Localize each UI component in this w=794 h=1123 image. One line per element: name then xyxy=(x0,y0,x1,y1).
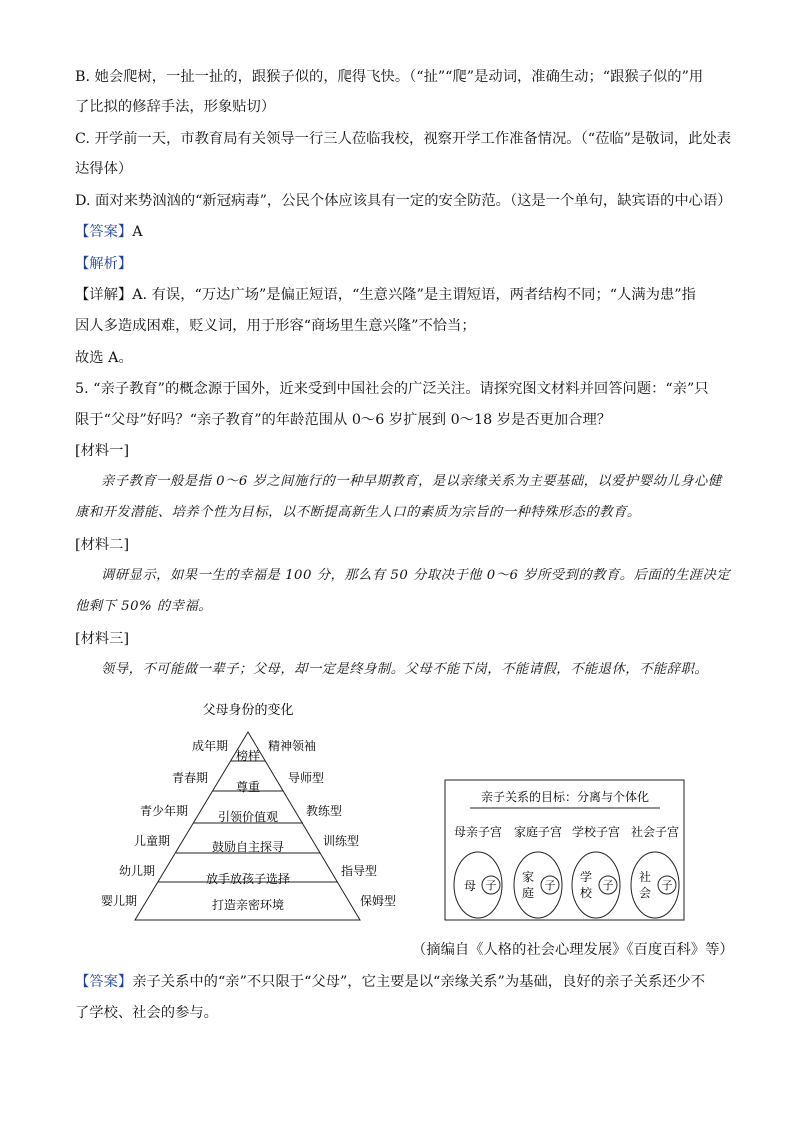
palace-label: 学校子宫 xyxy=(571,825,621,839)
level-role: 保姆型 xyxy=(360,894,397,908)
question5-line2: 限于“父母”好吗？“亲子教育”的年龄范围从 0～6 岁扩展到 0～18 岁是否更加合理？ xyxy=(75,412,612,428)
material1-line1: 亲子教育一般是指 0～6 岁之间施行的一种早期教育，是以亲缘关系为主要基础，以爱护婴幼儿身心健 xyxy=(101,474,722,489)
detail-line2: 因人多造成困难，贬义词，用于形容“商场里生意兴隆”不恰当； xyxy=(75,318,476,334)
palace-outer-char: 学 xyxy=(579,870,593,884)
level-stage: 幼儿期 xyxy=(118,864,155,878)
material3-line1: 领导，不可能做一辈子；父母，却一定是终身制。父母不能下岗，不能请假，不能退休，不能辞职。 xyxy=(101,662,709,677)
palace-outer-char: 家 xyxy=(521,870,535,884)
palace-label: 母亲子宫 xyxy=(453,825,503,839)
detail-conclusion: 故选 A。 xyxy=(75,350,133,366)
material2-title: [材料二] xyxy=(75,537,130,553)
level-content: 榜样 xyxy=(235,749,261,763)
question5-line1: 5. “亲子教育”的概念源于国外，近来受到中国社会的广泛关注。请探究图文材料并回答问题：“亲”只 xyxy=(75,381,709,397)
pyramid-diagram xyxy=(101,702,396,920)
level-stage: 青春期 xyxy=(171,771,208,785)
level-stage: 青少年期 xyxy=(139,804,188,818)
level-role: 指导型 xyxy=(341,864,378,878)
palace-outer-char: 会 xyxy=(638,886,652,900)
material2-line1: 调研显示，如果一生的幸福是 100 分，那么有 50 分取决于他 0～6 岁所受到的教育。后面的生涯决定 xyxy=(101,568,731,583)
material1-line2: 康和开发潜能、培养个性为目标，以不断提高新生人口的素质为宗旨的一种特殊形态的教育。 xyxy=(75,505,641,520)
level-content: 鼓励自主探寻 xyxy=(211,840,285,854)
detail-line1 xyxy=(75,285,696,305)
palace-label: 社会子宫 xyxy=(630,825,680,839)
figure-area xyxy=(0,690,794,950)
detail-text: A. 有误，“万达广场”是偏正短语，“生意兴隆”是主谓短语，两者结构不同；“人满为患”指 xyxy=(132,287,696,303)
answer-value: A xyxy=(132,224,143,240)
palace-inner-char: 子 xyxy=(661,879,673,892)
level-content: 打造亲密环境 xyxy=(211,898,285,912)
analysis-tag: 【解析】 xyxy=(75,256,133,272)
answer-text: 亲子关系中的“亲”不只限于“父母”，它主要是以“亲缘关系”为基础，良好的亲子关系还少不 xyxy=(132,974,706,990)
option-b-line1: B. 她会爬树，一扯一扯的，跟猴子似的，爬得飞快。（“扯”“爬”是动词，准确生动；“跟猴子似的”用 xyxy=(75,69,704,85)
level-content: 放手放孩子选择 xyxy=(205,872,291,886)
option-d-line: D. 面对来势汹汹的“新冠病毒”，公民个体应该具有一定的安全防范。（这是一个单句，缺宾语的中心语） xyxy=(75,193,732,209)
palace-outer-char: 母 xyxy=(463,879,477,893)
palace-outer-char: 校 xyxy=(579,886,593,900)
palace-outer-char: 社 xyxy=(638,870,652,884)
level-content: 引领价值观 xyxy=(217,810,279,824)
level-role: 训练型 xyxy=(323,834,360,848)
palace-inner-char: 子 xyxy=(602,879,614,892)
level-stage: 婴儿期 xyxy=(100,894,137,908)
answer-tag: 【答案】 xyxy=(75,224,133,240)
source-citation: （摘编自《人格的社会心理发展》《百度百科》等） xyxy=(412,942,734,958)
answer-tag: 【答案】 xyxy=(75,974,133,990)
relation-box xyxy=(445,780,684,920)
answer-1 xyxy=(75,222,143,242)
level-stage: 儿童期 xyxy=(133,834,170,848)
palace-inner-char: 子 xyxy=(544,879,556,892)
level-role: 导师型 xyxy=(288,771,325,785)
relation-box-title: 亲子关系的目标：分离与个体化 xyxy=(480,790,650,804)
option-c-line1: C. 开学前一天，市教育局有关领导一行三人莅临我校，视察开学工作准备情况。（“莅临”是敬词，此处表 xyxy=(75,131,732,147)
detail-tag: 【详解】 xyxy=(75,287,133,303)
level-stage: 成年期 xyxy=(191,739,228,753)
palace-inner-char: 子 xyxy=(485,879,497,892)
material2-line2: 他剩下 50% 的幸福。 xyxy=(75,599,213,614)
answer-2-line2: 了学校、社会的参与。 xyxy=(75,1005,218,1021)
level-role: 教练型 xyxy=(306,804,343,818)
level-content: 尊重 xyxy=(235,780,261,794)
option-b-line2: 了比拟的修辞手法，形象贴切） xyxy=(75,99,276,115)
option-c-line2: 达得体） xyxy=(75,161,133,177)
palace-label: 家庭子宫 xyxy=(513,825,563,839)
pyramid-title: 父母身份的变化 xyxy=(202,703,294,718)
level-role: 精神领袖 xyxy=(268,739,317,753)
material3-title: [材料三] xyxy=(75,631,130,647)
material1-title: [材料一] xyxy=(75,443,130,459)
palace-outer-char: 庭 xyxy=(521,886,535,900)
answer-2-line1 xyxy=(75,972,705,992)
